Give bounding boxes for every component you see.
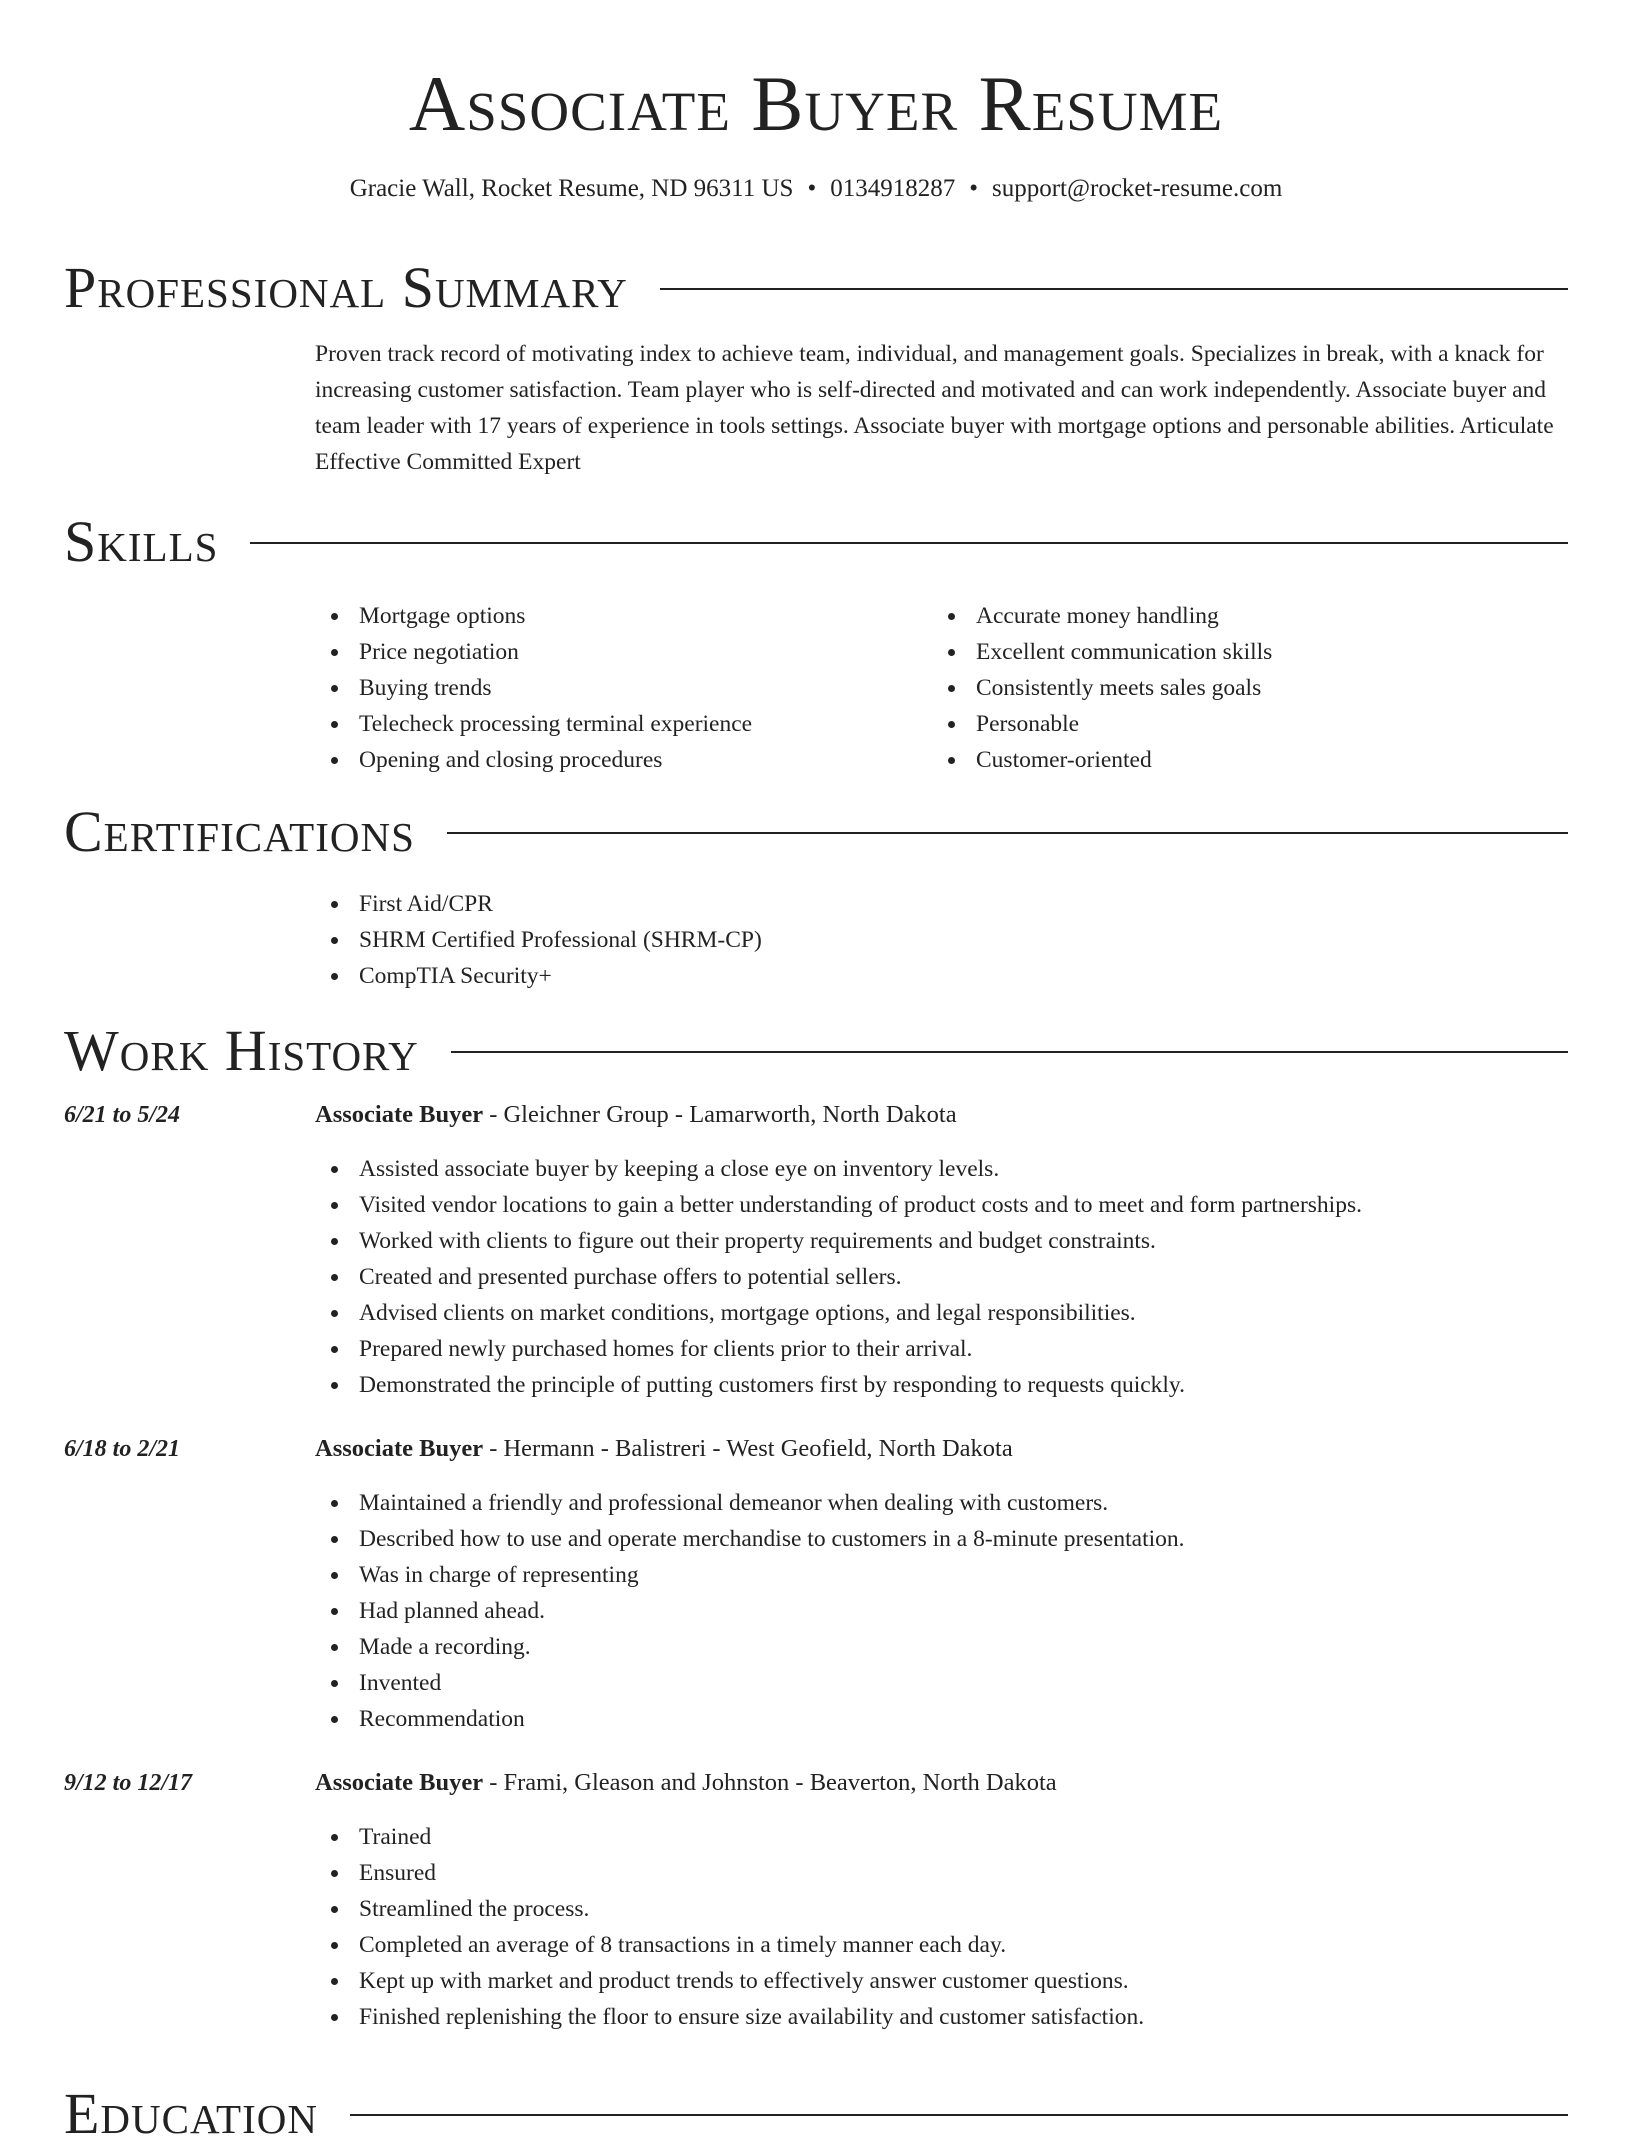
section-divider	[447, 832, 1568, 834]
certification-item: SHRM Certified Professional (SHRM-CP)	[359, 922, 1568, 958]
job-employer: - Hermann - Balistreri - West Geofield, North Dakota	[483, 1435, 1013, 1462]
job-entry	[64, 1435, 1568, 1737]
job-bullet: Advised clients on market conditions, mortgage options, and legal responsibilities.	[359, 1295, 1568, 1331]
job-title-line	[315, 1435, 1013, 1463]
job-dates: 9/12 to 12/17	[64, 1770, 193, 1796]
job-bullet: Had planned ahead.	[359, 1593, 1568, 1629]
job-bullet: Invented	[359, 1665, 1568, 1701]
skills-list	[315, 598, 1568, 778]
job-bullets	[315, 1151, 1568, 1403]
education-section	[64, 2080, 1568, 2148]
skill-item: Buying trends	[359, 670, 932, 706]
job-bullet: Worked with clients to figure out their property requirements and budget constraints.	[359, 1223, 1568, 1259]
section-divider	[451, 1051, 1568, 1053]
job-bullet: Described how to use and operate merchandise to customers in a 8-minute presentation.	[359, 1521, 1568, 1557]
job-bullet: Trained	[359, 1819, 1568, 1855]
job-bullet: Recommendation	[359, 1701, 1568, 1737]
education-heading: Education	[64, 2081, 318, 2146]
job-title-line	[315, 1101, 957, 1129]
skill-item: Mortgage options	[359, 598, 932, 634]
job-employer: - Frami, Gleason and Johnston - Beaverton, North Dakota	[483, 1769, 1057, 1796]
contact-phone: 0134918287	[830, 175, 956, 202]
summary-section	[64, 254, 1568, 480]
job-employer: - Gleichner Group - Lamarworth, North Dakota	[483, 1101, 957, 1128]
skill-item: Price negotiation	[359, 634, 932, 670]
skill-item: Personable	[976, 706, 1549, 742]
job-bullet: Maintained a friendly and professional demeanor when dealing with customers.	[359, 1485, 1568, 1521]
job-bullet: Kept up with market and product trends to effectively answer customer questions.	[359, 1963, 1568, 1999]
job-bullet: Visited vendor locations to gain a better understanding of product costs and to meet and form partnerships.	[359, 1187, 1568, 1223]
skills-column-right	[932, 598, 1549, 778]
job-bullets	[315, 1485, 1568, 1737]
skill-item: Customer-oriented	[976, 742, 1549, 778]
certification-item: First Aid/CPR	[359, 886, 1568, 922]
contact-address: Gracie Wall, Rocket Resume, ND 96311 US	[349, 175, 794, 202]
job-title: Associate Buyer	[315, 1769, 484, 1796]
skill-item: Opening and closing procedures	[359, 742, 932, 778]
job-title-line	[315, 1769, 1057, 1797]
job-bullet: Made a recording.	[359, 1629, 1568, 1665]
work-history-section	[64, 1017, 1568, 2035]
certification-item: CompTIA Security+	[359, 958, 1568, 994]
section-divider	[250, 542, 1568, 544]
skill-item: Telecheck processing terminal experience	[359, 706, 932, 742]
summary-heading: Professional Summary	[64, 255, 628, 320]
work-history-heading: Work History	[64, 1018, 419, 1083]
summary-text: Proven track record of motivating index to achieve team, individual, and management goals. Specializes in break, with a knack for increasing customer satisfaction. Team player who is self-directed and motivated and can work independently. Associate buyer and team leader with 17 years of experience in tools settings. Associate buyer with mortgage options and personable abilities. Articulate Effective Committed Expert	[315, 341, 1554, 475]
job-entry	[64, 1101, 1568, 1403]
section-divider	[660, 288, 1568, 290]
job-bullet: Assisted associate buyer by keeping a close eye on inventory levels.	[359, 1151, 1568, 1187]
job-bullet: Was in charge of representing	[359, 1557, 1568, 1593]
job-bullet: Completed an average of 8 transactions in a timely manner each day.	[359, 1927, 1568, 1963]
section-header	[64, 254, 1568, 322]
section-header	[64, 798, 1568, 866]
summary-content	[315, 336, 1568, 480]
contact-email: support@rocket-resume.com	[991, 175, 1283, 202]
job-bullet: Created and presented purchase offers to potential sellers.	[359, 1259, 1568, 1295]
contact-separator: •	[807, 175, 817, 202]
certifications-list	[315, 886, 1568, 994]
skills-section	[64, 508, 1568, 778]
section-header	[64, 2080, 1568, 2148]
section-header	[64, 508, 1568, 576]
section-header	[64, 1017, 1568, 1085]
contact-line	[0, 172, 1632, 206]
job-bullet: Ensured	[359, 1855, 1568, 1891]
job-bullets	[315, 1819, 1568, 2035]
contact-separator: •	[969, 175, 978, 202]
job-title: Associate Buyer	[315, 1435, 484, 1462]
job-bullet: Streamlined the process.	[359, 1891, 1568, 1927]
skill-item: Excellent communication skills	[976, 634, 1549, 670]
job-bullet: Finished replenishing the floor to ensure size availability and customer satisfaction.	[359, 1999, 1568, 2035]
job-dates: 6/21 to 5/24	[64, 1102, 181, 1128]
page-title: Associate Buyer Resume	[408, 60, 1224, 147]
skill-item: Accurate money handling	[976, 598, 1549, 634]
job-dates: 6/18 to 2/21	[64, 1436, 181, 1462]
section-divider	[350, 2114, 1568, 2116]
skills-column-left	[315, 598, 932, 778]
job-title: Associate Buyer	[315, 1101, 484, 1128]
skills-heading: Skills	[64, 509, 219, 574]
job-entry	[64, 1769, 1568, 2035]
certifications-heading: Certifications	[64, 799, 415, 864]
job-bullet: Demonstrated the principle of putting customers first by responding to requests quickly.	[359, 1367, 1568, 1403]
certifications-section	[64, 798, 1568, 994]
job-bullet: Prepared newly purchased homes for clients prior to their arrival.	[359, 1331, 1568, 1367]
skill-item: Consistently meets sales goals	[976, 670, 1549, 706]
